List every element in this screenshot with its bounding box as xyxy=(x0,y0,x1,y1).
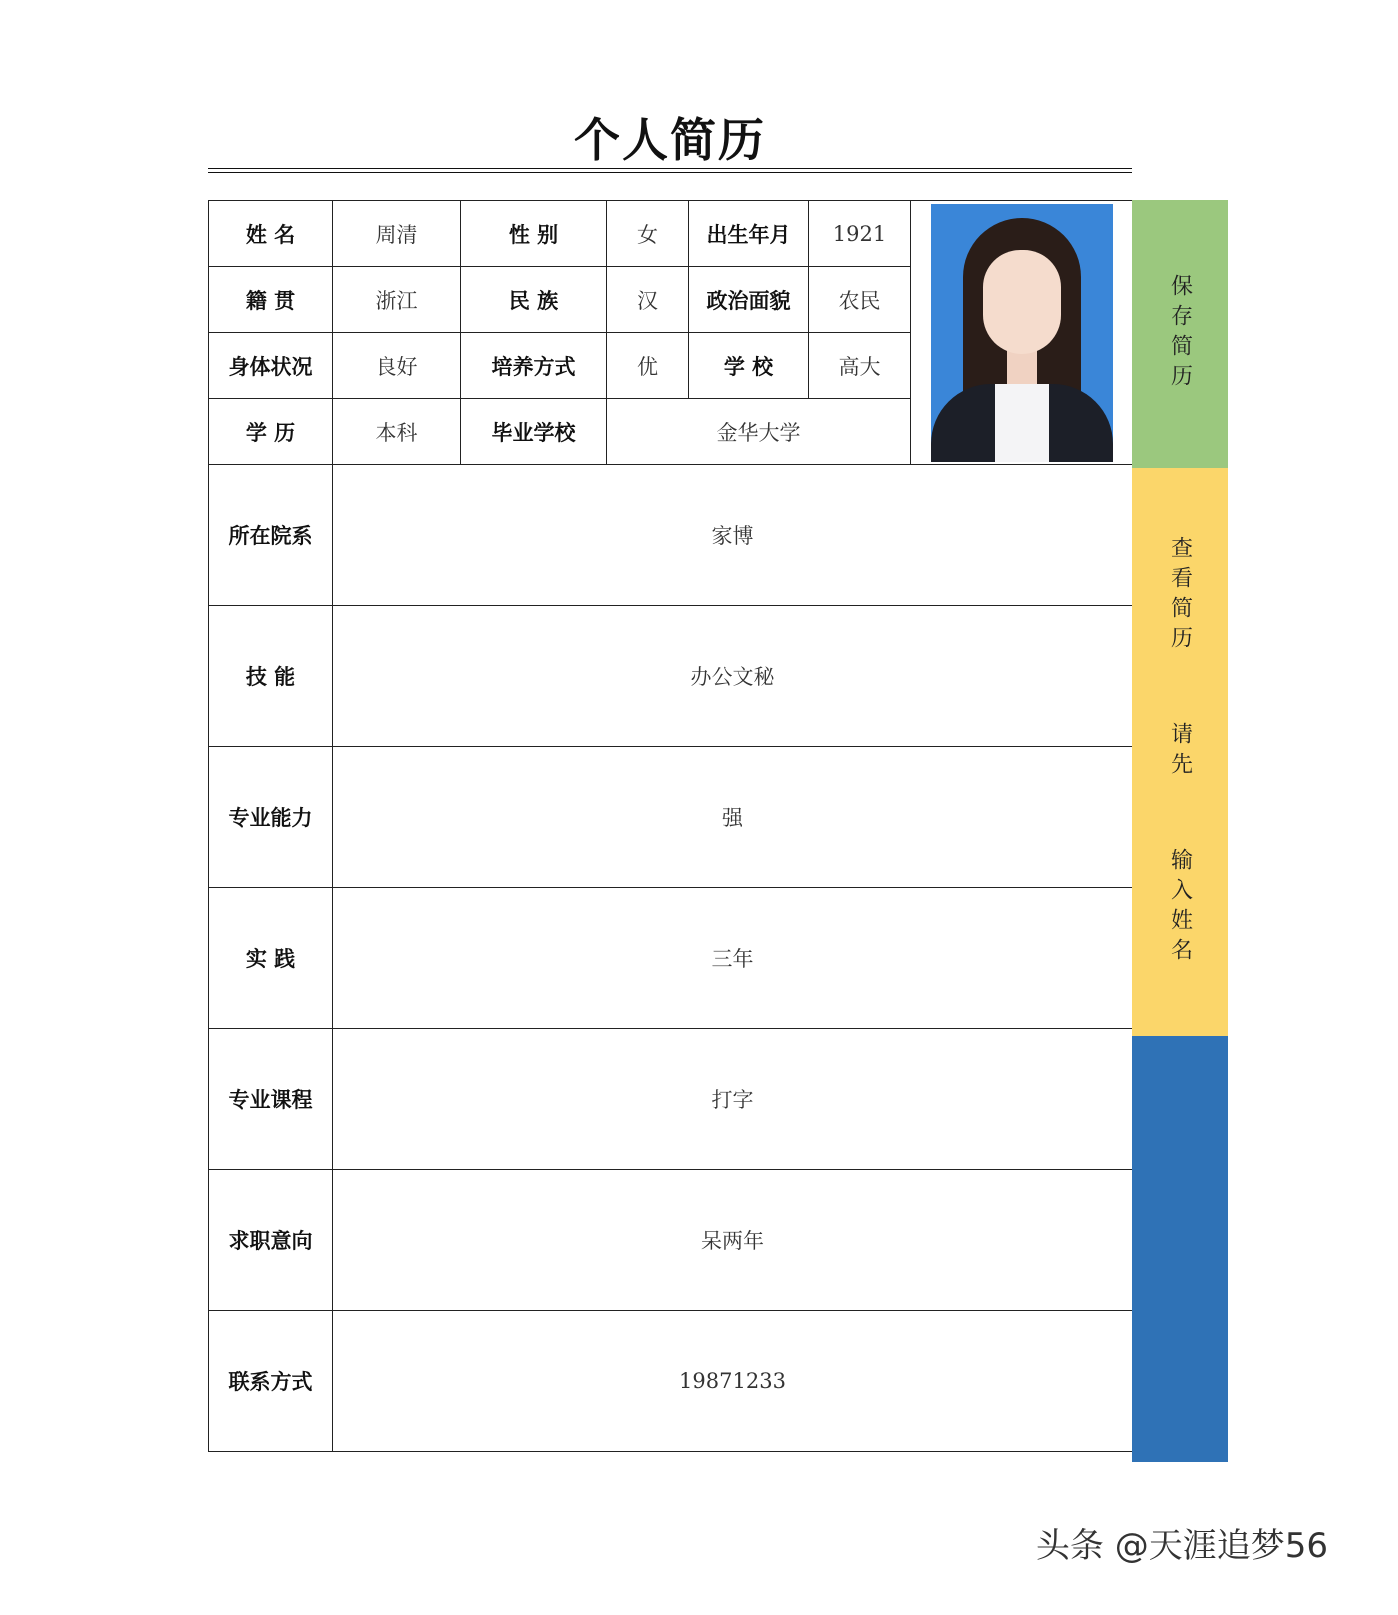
education-field[interactable]: 本科 xyxy=(333,399,461,465)
school-label: 学 校 xyxy=(689,333,809,399)
training-field[interactable]: 优 xyxy=(607,333,689,399)
skills-label: 技 能 xyxy=(209,606,333,747)
practice-field[interactable]: 三年 xyxy=(333,888,1133,1029)
title-rule-thin xyxy=(208,172,1132,173)
resume-table xyxy=(208,200,1133,1452)
table-row xyxy=(209,465,1133,606)
ethnicity-label: 民 族 xyxy=(461,267,607,333)
native-label: 籍 贯 xyxy=(209,267,333,333)
photo-cell[interactable] xyxy=(911,201,1133,465)
table-row xyxy=(209,606,1133,747)
grad-school-field[interactable]: 金华大学 xyxy=(607,399,911,465)
job-intent-field[interactable]: 呆两年 xyxy=(333,1170,1133,1311)
side-blue-panel[interactable] xyxy=(1132,1036,1228,1462)
skills-field[interactable]: 办公文秘 xyxy=(333,606,1133,747)
training-label: 培养方式 xyxy=(461,333,607,399)
ability-label: 专业能力 xyxy=(209,747,333,888)
name-field[interactable]: 周清 xyxy=(333,201,461,267)
ability-field[interactable]: 强 xyxy=(333,747,1133,888)
courses-field[interactable]: 打字 xyxy=(333,1029,1133,1170)
native-field[interactable]: 浙江 xyxy=(333,267,461,333)
ethnicity-field[interactable]: 汉 xyxy=(607,267,689,333)
view-resume-label: 查看简历 请先 输入姓名 xyxy=(1167,536,1193,968)
gender-label: 性 别 xyxy=(461,201,607,267)
table-row xyxy=(209,1029,1133,1170)
department-field[interactable]: 家博 xyxy=(333,465,1133,606)
table-row xyxy=(209,888,1133,1029)
page-title: 个人简历 xyxy=(574,113,766,167)
gender-field[interactable]: 女 xyxy=(607,201,689,267)
table-row xyxy=(209,201,1133,267)
education-label: 学 历 xyxy=(209,399,333,465)
political-label: 政治面貌 xyxy=(689,267,809,333)
department-label: 所在院系 xyxy=(209,465,333,606)
watermark: 头条 @天涯追梦56 xyxy=(1035,1526,1328,1566)
practice-label: 实 践 xyxy=(209,888,333,1029)
health-field[interactable]: 良好 xyxy=(333,333,461,399)
profile-photo xyxy=(931,204,1113,462)
contact-field[interactable]: 19871233 xyxy=(333,1311,1133,1452)
courses-label: 专业课程 xyxy=(209,1029,333,1170)
contact-label: 联系方式 xyxy=(209,1311,333,1452)
table-row xyxy=(209,747,1133,888)
birth-label: 出生年月 xyxy=(689,201,809,267)
job-intent-label: 求职意向 xyxy=(209,1170,333,1311)
title-rule xyxy=(208,168,1132,169)
save-resume-button[interactable] xyxy=(1132,200,1228,468)
school-field[interactable]: 高大 xyxy=(809,333,911,399)
name-label: 姓 名 xyxy=(209,201,333,267)
table-row xyxy=(209,1170,1133,1311)
table-row xyxy=(209,1311,1133,1452)
political-field[interactable]: 农民 xyxy=(809,267,911,333)
save-resume-label: 保存简历 xyxy=(1167,274,1193,394)
view-resume-button[interactable] xyxy=(1132,468,1228,1036)
health-label: 身体状况 xyxy=(209,333,333,399)
birth-field[interactable]: 1921 xyxy=(809,201,911,267)
grad-school-label: 毕业学校 xyxy=(461,399,607,465)
